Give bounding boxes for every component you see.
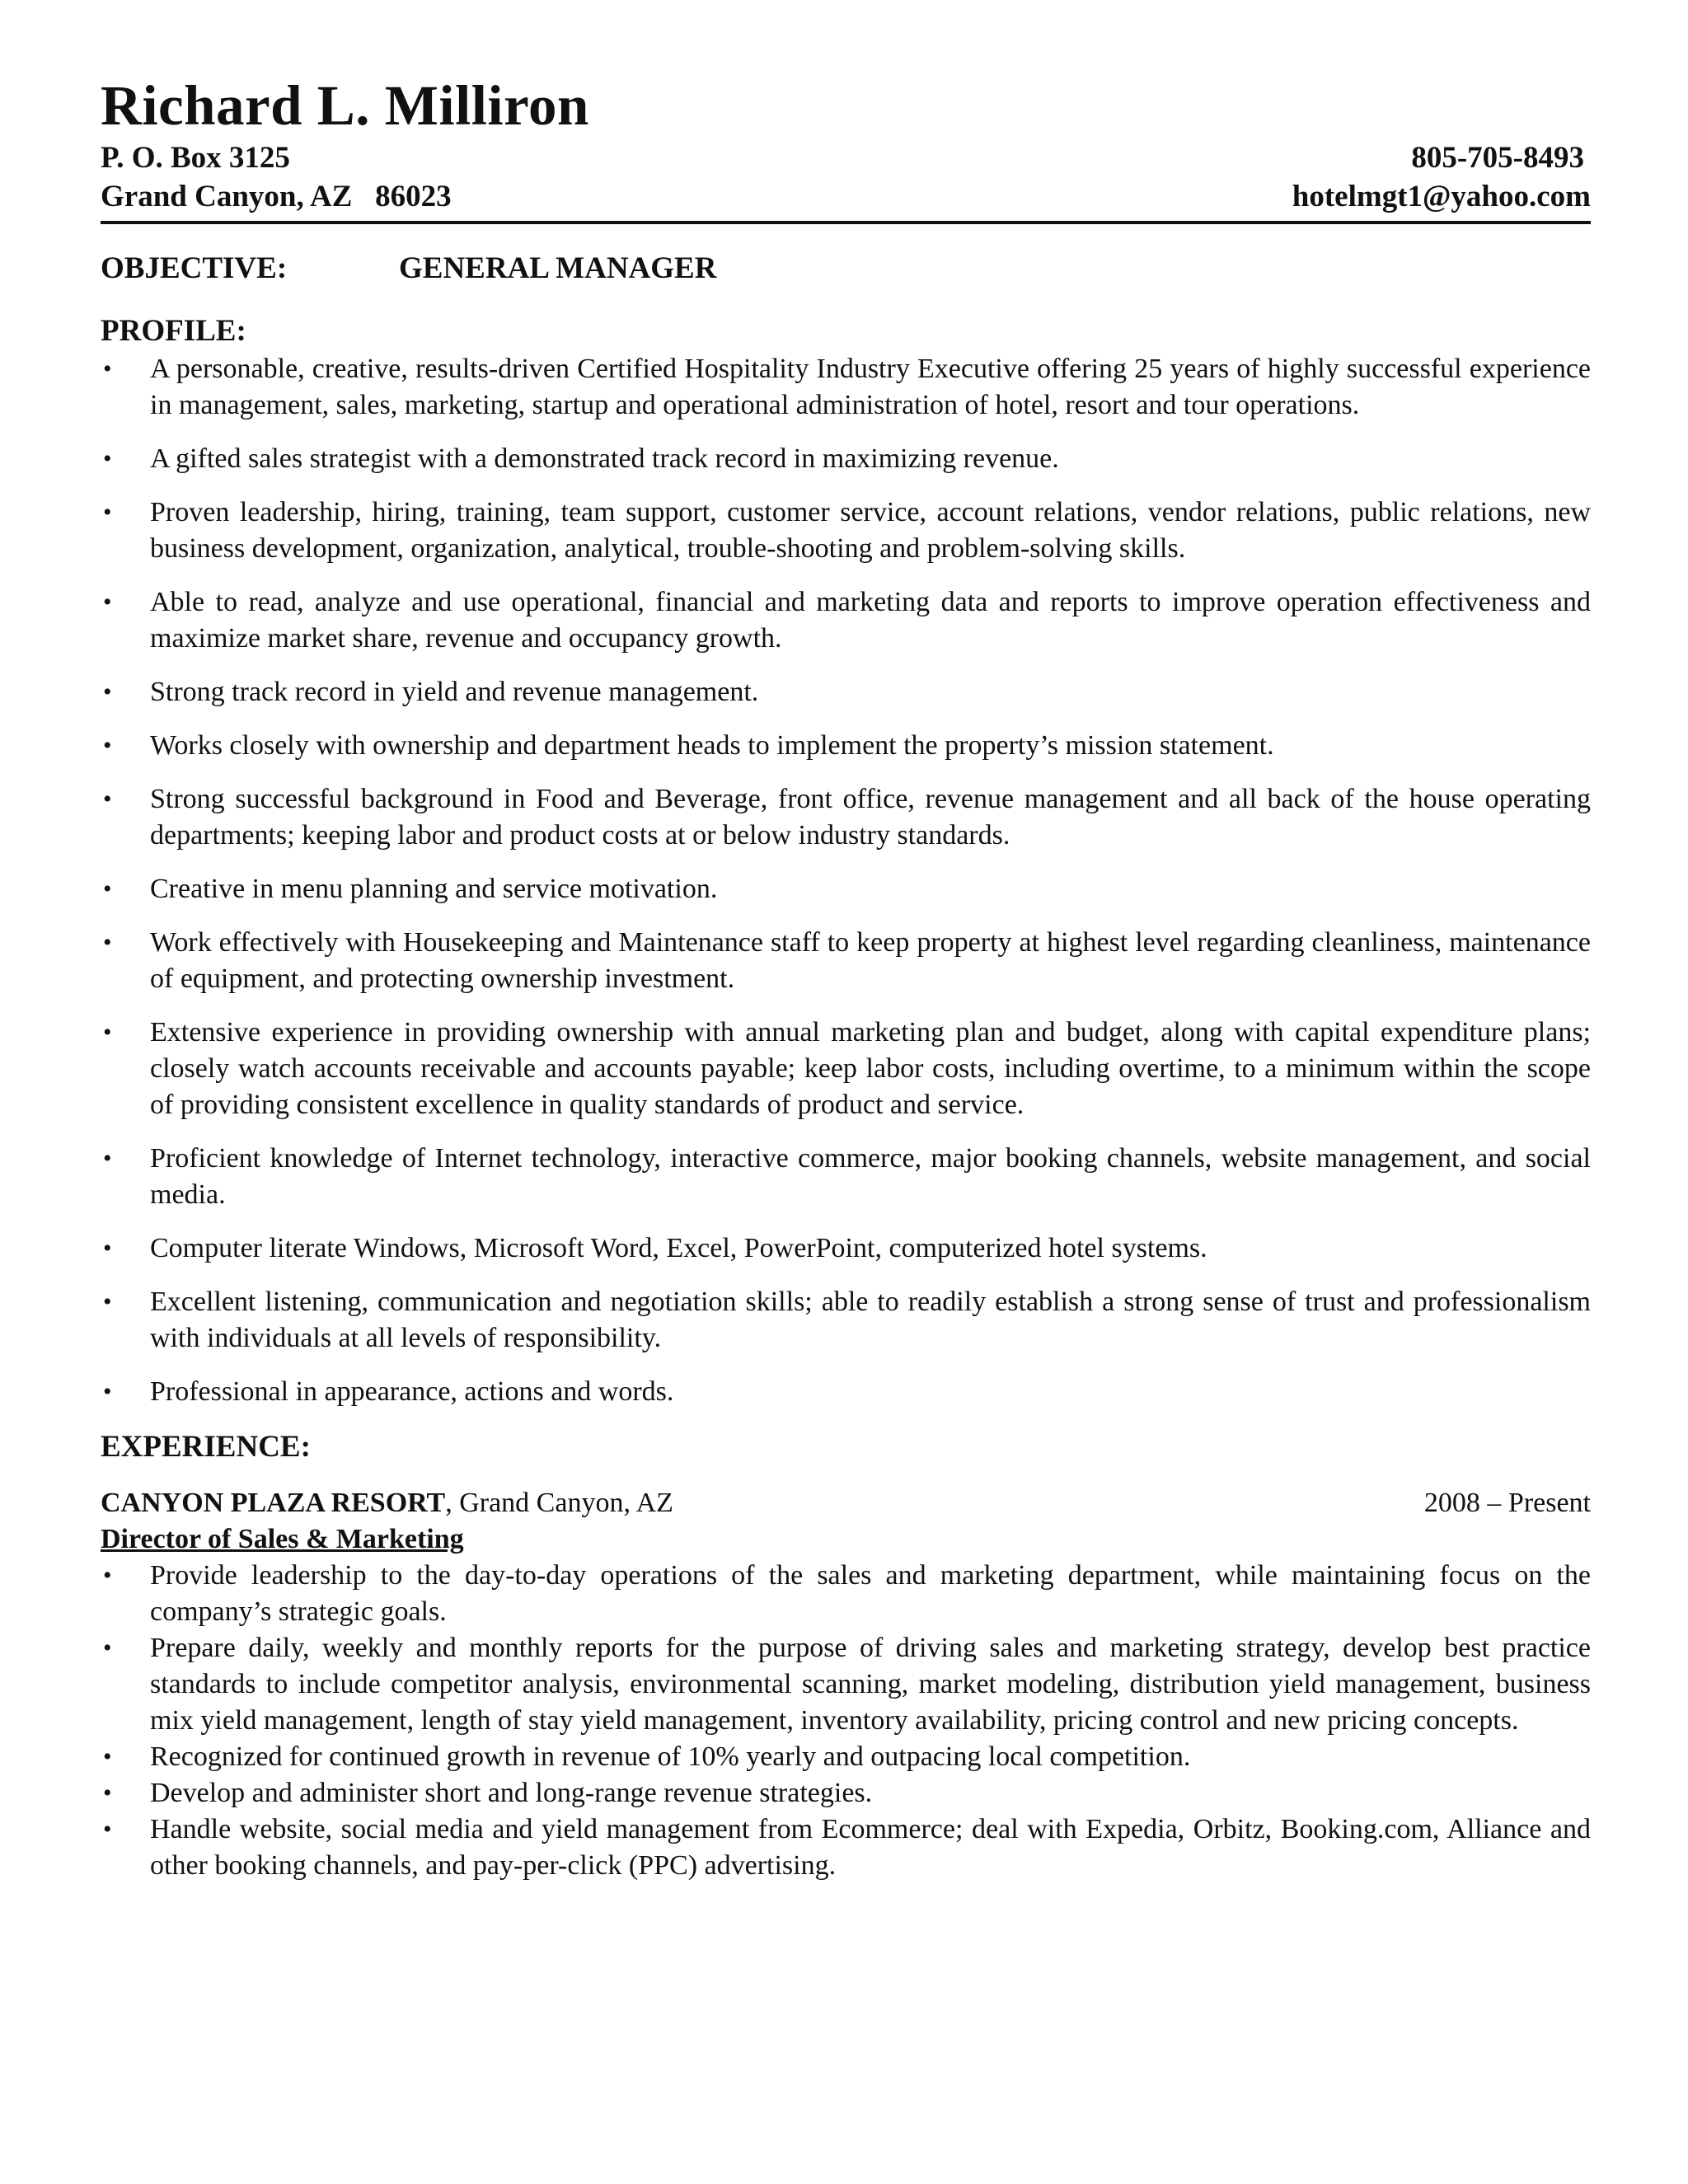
list-item (101, 1284, 1591, 1357)
list-item (101, 1015, 1591, 1123)
list-item-text: Provide leadership to the day-to-day operations of the sales and marketing department, while maintaining focus on the company’s strategic goals. (150, 1560, 1591, 1627)
objective-value: GENERAL MANAGER (399, 251, 717, 285)
list-item-text: A personable, creative, results-driven Certified Hospitality Industry Executive offering 25 years of highly successful experience in management, sales, marketing, startup and operational administration of hotel, resort and tour operations. (150, 354, 1591, 420)
bullet-icon: • (103, 1145, 112, 1172)
list-item-text: Proficient knowledge of Internet technology, interactive commerce, major booking channels, website management, and social media. (150, 1143, 1591, 1210)
list-item (101, 728, 1591, 764)
profile-list (101, 351, 1591, 1410)
list-item (101, 1230, 1591, 1267)
bullet-icon: • (103, 1779, 112, 1807)
list-item (101, 1141, 1591, 1213)
bullet-icon: • (103, 1288, 112, 1315)
resume-page (101, 73, 1591, 1884)
list-item-text: Handle website, social media and yield management from Ecommerce; deal with Expedia, Orbitz, Booking.com, Alliance and other booking channels, and pay-per-click (PPC) advertising. (150, 1814, 1591, 1881)
list-item (101, 1739, 1591, 1775)
job-title: Director of Sales & Marketing (101, 1524, 464, 1554)
bullet-icon: • (103, 732, 112, 759)
bullet-icon: • (103, 1378, 112, 1405)
objective-label: OBJECTIVE: (101, 251, 288, 285)
list-item (101, 351, 1591, 424)
address-line-1: P. O. Box 3125 (101, 141, 290, 175)
list-item (101, 1374, 1591, 1410)
candidate-name: Richard L. Milliron (101, 74, 589, 137)
list-item-text: Computer literate Windows, Microsoft Word, Excel, PowerPoint, computerized hotel systems. (150, 1233, 1207, 1263)
list-item (101, 441, 1591, 477)
list-item (101, 1811, 1591, 1884)
list-item (101, 1775, 1591, 1811)
list-item (101, 674, 1591, 710)
list-item (101, 925, 1591, 997)
list-item (101, 584, 1591, 657)
bullet-icon: • (103, 785, 112, 813)
job-location: , Grand Canyon, AZ (445, 1488, 673, 1518)
email-address: hotelmgt1@yahoo.com (1292, 180, 1591, 213)
list-item-text: Strong successful background in Food and Beverage, front office, revenue management and all back of the house operating departments; keeping labor and product costs at or below industry standards. (150, 784, 1591, 851)
list-item-text: Works closely with ownership and department heads to implement the property’s mission statement. (150, 730, 1274, 761)
contact-row-2 (101, 177, 1591, 216)
header-divider (101, 221, 1591, 224)
job-duties-list (101, 1558, 1591, 1884)
objective-row (101, 249, 1591, 288)
list-item-text: Proven leadership, hiring, training, team support, customer service, account relations, vendor relations, public relations, new business development, organization, analytical, trouble-shooting and problem-solving skills. (150, 497, 1591, 564)
bullet-icon: • (103, 1019, 112, 1046)
list-item-text: Excellent listening, communication and negotiation skills; able to readily establish a strong sense of trust and professionalism with individuals at all levels of responsibility. (150, 1286, 1591, 1353)
bullet-icon: • (103, 678, 112, 705)
list-item-text: Recognized for continued growth in revenue of 10% yearly and outpacing local competition. (150, 1741, 1191, 1772)
address-line-2: Grand Canyon, AZ 86023 (101, 180, 452, 213)
job-company: CANYON PLAZA RESORT (101, 1488, 446, 1518)
list-item (101, 781, 1591, 854)
list-item-text: Strong track record in yield and revenue management. (150, 677, 759, 707)
bullet-icon: • (103, 499, 112, 526)
list-item (101, 871, 1591, 907)
list-item-text: Develop and administer short and long-range revenue strategies. (150, 1778, 873, 1808)
phone-number: 805-705-8493 (1411, 141, 1584, 175)
experience-heading: EXPERIENCE: (101, 1430, 311, 1464)
list-item-text: Professional in appearance, actions and words. (150, 1376, 674, 1407)
bullet-icon: • (103, 875, 112, 902)
list-item-text: Work effectively with Housekeeping and Maintenance staff to keep property at highest level regarding cleanliness, maintenance of equipment, and protecting ownership investment. (150, 927, 1591, 994)
list-item (101, 494, 1591, 567)
job-entry (101, 1485, 1591, 1884)
bullet-icon: • (103, 1743, 112, 1770)
bullet-icon: • (103, 1634, 112, 1661)
list-item-text: A gifted sales strategist with a demonstrated track record in maximizing revenue. (150, 443, 1059, 474)
list-item (101, 1630, 1591, 1739)
bullet-icon: • (103, 1816, 112, 1843)
bullet-icon: • (103, 1562, 112, 1589)
bullet-icon: • (103, 588, 112, 616)
list-item-text: Able to read, analyze and use operational, financial and marketing data and reports to improve operation effectiveness and maximize market share, revenue and occupancy growth. (150, 587, 1591, 654)
job-header (101, 1485, 1591, 1521)
contact-row-1 (101, 138, 1591, 177)
bullet-icon: • (103, 355, 112, 382)
list-item-text: Extensive experience in providing ownership with annual marketing plan and budget, along with capital expenditure plans; closely watch accounts receivable and accounts payable; keep labor costs, including overtime, to a minimum within the scope of providing consistent excellence in quality standards of product and service. (150, 1017, 1591, 1120)
job-employer (101, 1485, 673, 1521)
list-item (101, 1558, 1591, 1630)
bullet-icon: • (103, 929, 112, 956)
bullet-icon: • (103, 1235, 112, 1262)
bullet-icon: • (103, 445, 112, 472)
profile-heading: PROFILE: (101, 314, 246, 348)
list-item-text: Prepare daily, weekly and monthly reports for the purpose of driving sales and marketing strategy, develop best practice standards to include competitor analysis, environmental scanning, market modeling, distribution yield management, business mix yield management, length of stay yield management, inventory availability, pricing control and new pricing concepts. (150, 1633, 1591, 1736)
list-item-text: Creative in menu planning and service motivation. (150, 874, 718, 904)
job-dates: 2008 – Present (1423, 1488, 1591, 1518)
